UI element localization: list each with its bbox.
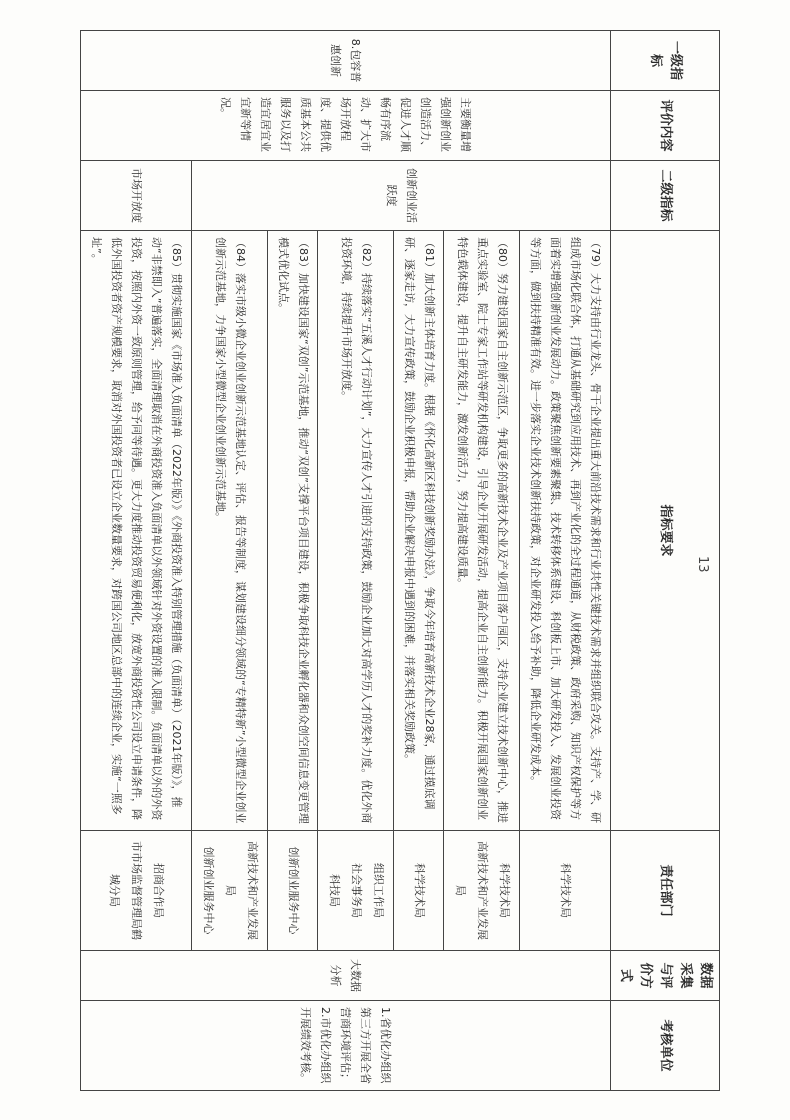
requirement-cell: （83）加快建设国家“双创”示范基地，推动“双创”支撑平台项目建设，积极争取科技企业孵化器和众创空间信息变更管理模式优化试点。: [268, 231, 318, 831]
dept-cell: [191, 831, 267, 951]
dept-name: 组织工作局: [371, 863, 385, 918]
level1-cell: 8.包容普惠创新: [81, 31, 611, 91]
dept-name: 创新创业服务中心: [286, 846, 300, 935]
header-row: [611, 31, 720, 1091]
requirement-cell: （82）持续落实“五溪人才行动计划”，大力宣传人才引进的支持政策，鼓励企业加大对高学历人才的奖补力度。优化外商投资环境，持续提升市场开放度。: [318, 231, 394, 831]
header-requirement: 指标要求: [611, 231, 720, 831]
dept-name: 科学技术局: [497, 863, 511, 918]
dept-cell: [318, 831, 394, 951]
content-cell: 主要衡量增强创新创业创造活力、促进人才顺畅有序流动、扩大市场开放程度、提供优质基本公共服务以及打造宜居宜业宜新等情况。: [81, 91, 611, 161]
requirement-cell: （80）努力建设国家自主创新示范区，争取更多的高新技术企业及产业项目落户园区，支持企业建立技术创新中心，推进重点实验室、院士专家工作站等研发机构建设，引导企业开展研发活动，提高企业自主创新能力。积极开展国家创新创业特色载体建设，提升自主研发能力，激发创新活力，努力提高建设质量。: [444, 231, 520, 831]
header-level1: 一级指标: [611, 31, 720, 91]
header-level2: 二级指标: [611, 161, 720, 231]
evaluation-table: [80, 30, 720, 1091]
dept-cell: [444, 831, 520, 951]
header-dept: 责任部门: [611, 831, 720, 951]
dept-name: 高新技术和产业发展局: [453, 841, 489, 940]
dept-cell: [394, 831, 444, 951]
requirement-cell: （81）加大创新主体培育力度。根据《怀化高新区科技创新奖励办法》，争取今年培育高新技术企业28家，通过摸底调研、逐家走访，大力宣传政策，鼓励企业积极申报，帮助企业解决申报中遇到的困难，并落实相关奖励政策。: [394, 231, 444, 831]
requirement-cell: （84）落实市级小微企业创业创新示范基地认定、评估、报告等制度，谋划建设细分领域的“专精特新”小型微型企业创业创新示范基地，力争国家小型微型企业创业创新示范基地。: [191, 231, 267, 831]
dept-name: 科学技术局: [559, 863, 573, 918]
header-content: 评价内容: [611, 91, 720, 161]
dept-cell: [520, 831, 611, 951]
page-number: 13: [695, 556, 710, 573]
dept-name: 高新技术和产业发展局: [223, 841, 259, 940]
dept-cell: [268, 831, 318, 951]
rotated-table-wrapper: [80, 30, 720, 1090]
table-row: [81, 31, 192, 1091]
level2-a-cell: 创新创业活跃度: [191, 161, 610, 231]
requirement-cell: （85）贯彻实施国家《市场准入负面清单（2022年版）》《外商投资准入特别管理措施（负面清单）（2021年版）》，推动“非禁即入”普遍落实，全面清理取消在外商投资准入负面清单以外领域针对外资设置的准入限制。负面清单以外的外资投资，按照内外资一致原则管理，给予同等待遇。更大力度推动投资贸易便利化，放宽外商投资性公司设立申请条件，降低外国投资者资产规模要求，取消对外国投资者已设立企业数量要求，对跨国公司地区总部中的连续企业，实施“一照多址”。: [81, 231, 192, 831]
requirement-cell: （79）大力支持由行业龙头、骨干企业提出重大前沿技术需求和行业共性关键技术需求并组织联合攻关。支持产、学、研组成市场化联合体，打通从基础研究到应用技术、再到产业化的全过程通道，从财税政策、政府采购、知识产权保护等方面着实增强创新创业发展动力。政策聚焦创新要素聚集、技术转移体系建设、科创板上市、加大研发投入、发展创业投资等方面，做到扶持精准有效。进一步落实企业技术创新扶持政策，对企业研发投入给予补助，降低企业研发成本。: [520, 231, 611, 831]
dept-name: 市市场监督管理局鹤城分局: [107, 841, 143, 940]
data-method-cell: 大数据分析: [81, 951, 611, 1001]
header-data-method: 数据采集与评价方式: [611, 951, 720, 1001]
dept-name: 招商合作局: [151, 863, 165, 918]
level2-b-cell: 市场开放度: [81, 161, 192, 231]
table-row: [520, 31, 611, 1091]
dept-name: 创新创业服务中心: [201, 846, 215, 935]
assess-unit-cell: 1.省优化办组织第三方开展全省营商环境评估；2.市优化办组织开展绩效考核。: [81, 1001, 611, 1091]
dept-name: 科学技术局: [412, 863, 426, 918]
dept-name: 社会事务局: [349, 863, 363, 918]
header-assess-unit: 考核单位: [611, 1001, 720, 1091]
dept-cell: [81, 831, 192, 951]
dept-name: 科技局: [327, 874, 341, 907]
